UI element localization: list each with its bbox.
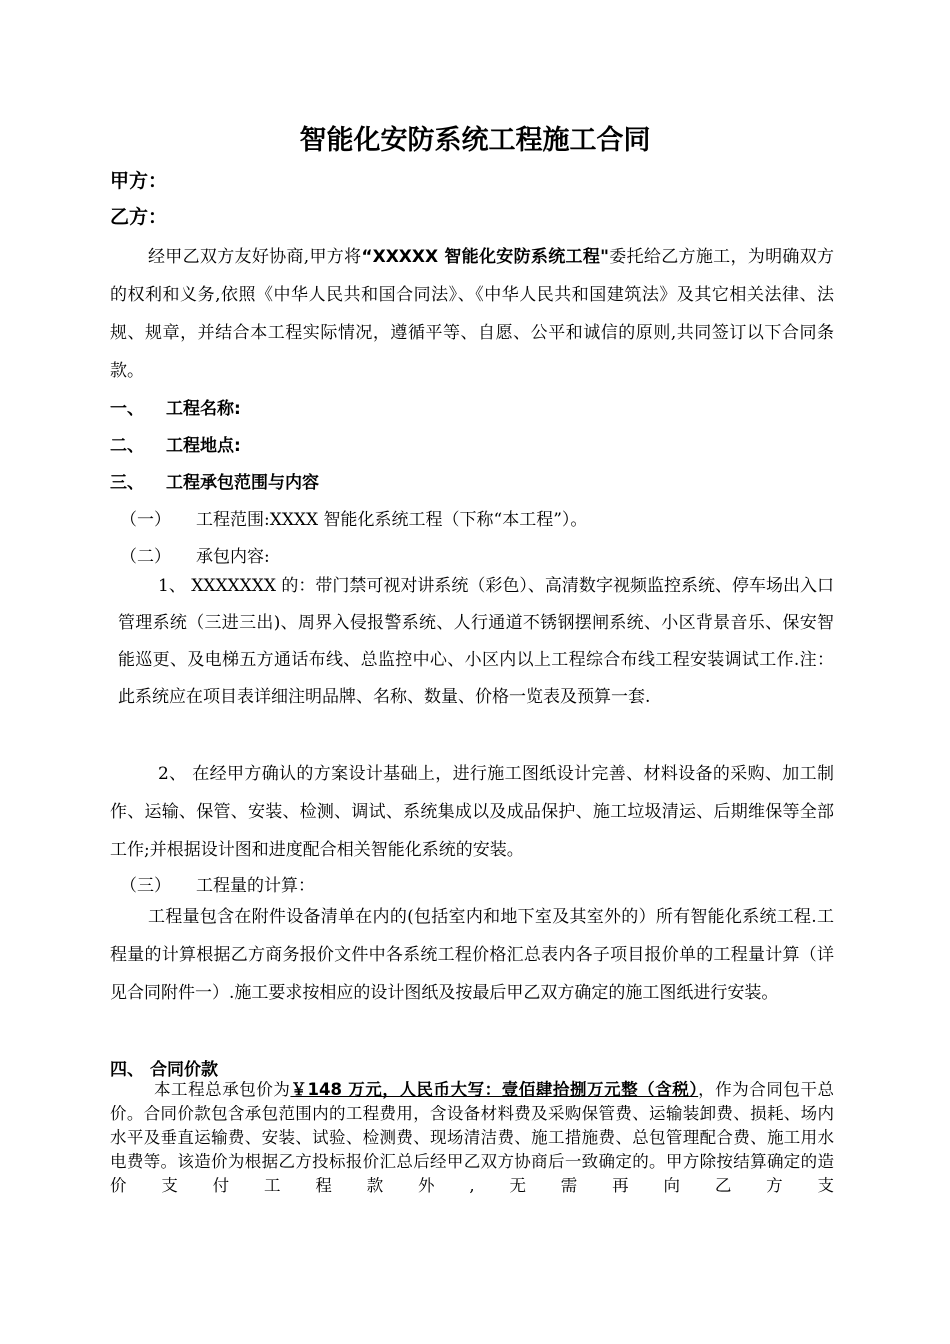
party-a-label: 甲方：: [110, 170, 168, 192]
intro-paragraph: [110, 238, 834, 390]
section-3-2: [120, 542, 270, 567]
document-title: 智能化安防系统工程施工合同: [299, 125, 651, 156]
intro-project-name: “XXXXX 智能化安防系统工程": [361, 247, 609, 267]
section-3-1-text: 工程范围:XXXX 智能化系统工程（下称“本工程”）。: [196, 510, 588, 530]
scope-item-2: 2、 在经甲方确认的方案设计基础上，进行施工图纸设计完善、材料设备的采购、加工制作、运输、保管、安装、检测、调试、系统集成以及成品保护、施工垃圾清运、后期维保等全部工作;并根据设计图和进度配合相关智能化系统的安装。: [110, 764, 834, 860]
intro-pre: 经甲乙双方友好协商,甲方将: [148, 247, 362, 267]
section-1-number: 一、: [110, 399, 144, 419]
section-4-number: 四、: [110, 1060, 144, 1080]
section-3-3: [120, 871, 315, 896]
section-2-label: 工程地点:: [166, 436, 241, 456]
price-paragraph: [110, 1078, 834, 1198]
section-3-1-number: （一）: [120, 510, 171, 530]
section-3-label: 工程承包范围与内容: [166, 473, 319, 493]
price-pre: 本工程总承包价为: [154, 1080, 291, 1099]
section-4-heading: [110, 1055, 218, 1080]
section-3-2-number: （二）: [120, 547, 171, 567]
section-3-heading: [110, 468, 319, 493]
scope-item-1: 1、 XXXXXXX 的：带门禁可视对讲系统（彩色）、高清数字视频监控系统、停车场出入口管理系统（三进三出)、周界入侵报警系统、人行通道不锈钢摆闸系统、小区背景音乐、保安智能巡更、及电梯五方通话布线、总监控中心、小区内以上工程综合布线工程安装调试工作.注：此系统应在项目表详细注明品牌、名称、数量、价格一览表及预算一套.: [118, 576, 834, 707]
section-3-number: 三、: [110, 473, 144, 493]
section-3-1: [120, 505, 587, 530]
section-2-number: 二、: [110, 436, 144, 456]
section-1-heading: [110, 394, 241, 419]
price-post: ，作为合同包干总价。合同价款包含承包范围内的工程费用，含设备材料费及采购保管费、运输装卸费、损耗、场内水平及垂直运输费、安装、试验、检测费、现场清洁费、施工措施费、总包管理配合费、施工用水电费等。该造价为根据乙方投标报价汇总后经甲乙双方协商后一致确定的。甲方除按结算确定的造价支付工程款外,无需再向乙方支: [110, 1080, 835, 1195]
section-4-label: 合同价款: [150, 1060, 218, 1080]
intro-post: 委托给乙方施工，为明确双方的权利和义务,依照《中华人民共和国合同法》、《中华人民共和国建筑法》及其它相关法律、法规、规章，并结合本工程实际情况，遵循平等、自愿、公平和诚信的原则,共同签订以下合同条款。: [110, 247, 835, 381]
section-3-3-number: （三）: [120, 876, 171, 896]
party-b-label: 乙方：: [110, 206, 168, 228]
quantity-paragraph: 工程量包含在附件设备清单在内的(包括室内和地下室及其室外的）所有智能化系统工程.工程量的计算根据乙方商务报价文件中各系统工程价格汇总表内各子项目报价单的工程量计算（详见合同附件一）.施工要求按相应的设计图纸及按最后甲乙双方确定的施工图纸进行安装。: [110, 907, 834, 1003]
section-2-heading: [110, 431, 241, 456]
section-1-label: 工程名称:: [166, 399, 241, 419]
price-amount: ￥148 万元，人民币大写：壹佰肆拾捌万元整（含税）: [290, 1080, 699, 1099]
section-3-2-text: 承包内容:: [196, 547, 270, 567]
section-3-3-text: 工程量的计算：: [196, 876, 315, 896]
